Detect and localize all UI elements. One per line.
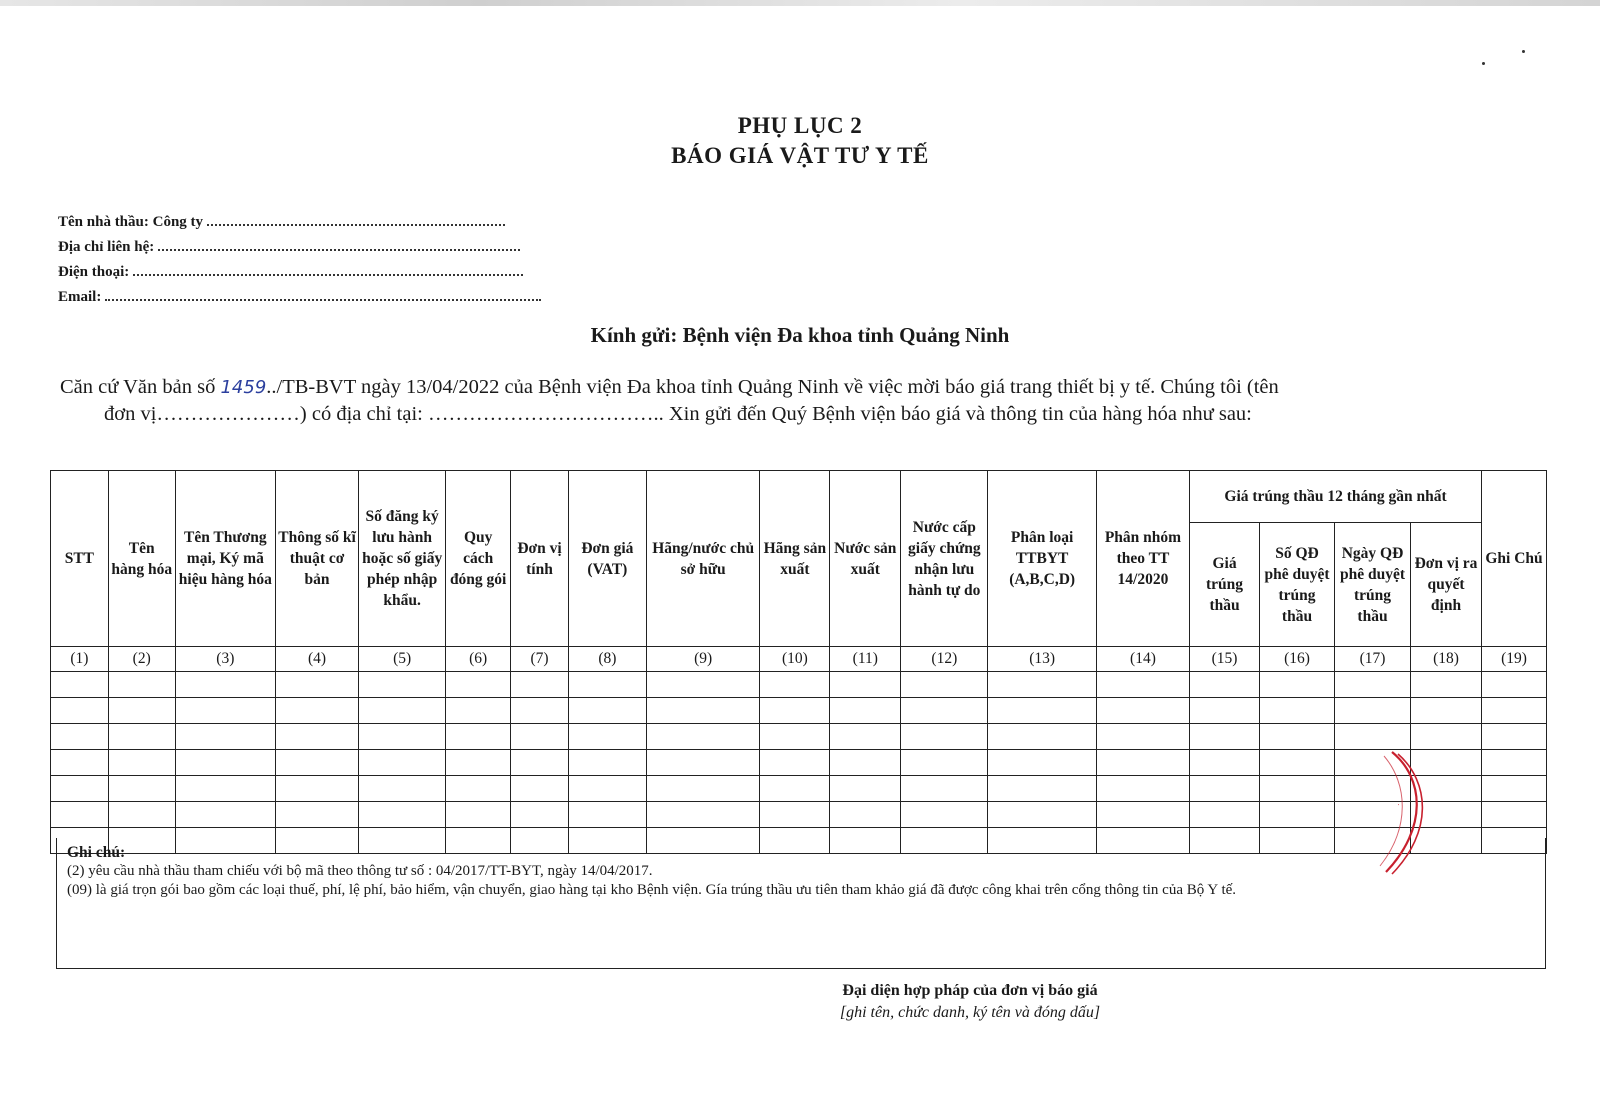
appendix-title: PHỤ LỤC 2 [737, 113, 863, 138]
table-cell [988, 698, 1096, 724]
table-row [51, 672, 1547, 698]
table-cell [51, 698, 109, 724]
table-cell [1481, 672, 1546, 698]
table-cell [511, 750, 569, 776]
table-cell [275, 672, 358, 698]
column-number: (17) [1335, 647, 1411, 672]
table-cell [1411, 724, 1482, 750]
table-cell [175, 776, 275, 802]
note-item: (2) yêu cầu nhà thầu tham chiếu với bộ mã theo thông tư số : 04/2017/TT-BYT, ngày 14/04/2017. [67, 863, 653, 879]
table-cell [275, 776, 358, 802]
table-cell [901, 672, 988, 698]
document-title: BÁO GIÁ VẬT TƯ Y TẾ [671, 143, 929, 168]
contractor-address-line [58, 235, 541, 260]
table-row [51, 750, 1547, 776]
col-header: Phân nhóm theo TT 14/2020 [1096, 471, 1189, 647]
table-cell [1096, 776, 1189, 802]
table-cell [646, 698, 760, 724]
contractor-address-label: Địa chỉ liên hệ: [58, 239, 155, 255]
table-cell [275, 698, 358, 724]
scan-speck [1482, 62, 1485, 65]
table-cell [646, 776, 760, 802]
table-cell [51, 750, 109, 776]
basis-prefix: Căn cứ Văn bản số [60, 376, 221, 398]
table-cell [1481, 776, 1546, 802]
address-blank [158, 237, 520, 251]
column-number: (10) [760, 647, 830, 672]
table-cell [646, 724, 760, 750]
table-cell [446, 750, 511, 776]
table-cell [1481, 724, 1546, 750]
contractor-phone-label: Điện thoại: [58, 264, 130, 280]
table-cell [446, 724, 511, 750]
column-number: (9) [646, 647, 760, 672]
column-number: (12) [901, 647, 988, 672]
table-cell [1260, 802, 1335, 828]
handwritten-doc-number: 1459 [220, 377, 267, 398]
table-cell [511, 776, 569, 802]
table-cell [1481, 750, 1546, 776]
table-cell [901, 802, 988, 828]
table-cell [1335, 698, 1411, 724]
table-cell [175, 672, 275, 698]
signature-block [780, 980, 1160, 1024]
table-cell [51, 672, 109, 698]
column-number: (5) [359, 647, 446, 672]
table-cell [901, 776, 988, 802]
column-number-row [51, 647, 1547, 672]
table-row [51, 698, 1547, 724]
table-cell [359, 750, 446, 776]
notes-box [56, 838, 1546, 969]
table-cell [988, 672, 1096, 698]
signer-hint: [ghi tên, chức danh, ký tên và đóng dấu] [839, 1004, 1101, 1021]
table-cell [359, 698, 446, 724]
col-header: Hãng/nước chủ sở hữu [646, 471, 760, 647]
table-cell [511, 698, 569, 724]
table-cell [1411, 698, 1482, 724]
table-cell [568, 802, 646, 828]
table-cell [760, 724, 830, 750]
table-cell [830, 724, 901, 750]
table-cell [568, 776, 646, 802]
signer-role: Đại diện hợp pháp của đơn vị báo giá [842, 982, 1098, 999]
table-cell [275, 802, 358, 828]
quotation-table [50, 470, 1547, 854]
svg-text:·: · [1394, 802, 1403, 807]
table-cell [108, 750, 175, 776]
table-cell [446, 698, 511, 724]
col-header: Tên Thương mại, Ký mã hiệu hàng hóa [175, 471, 275, 647]
col-header: STT [51, 471, 109, 647]
column-number: (14) [1096, 647, 1189, 672]
group-header-winning-price: Giá trúng thầu 12 tháng gần nhất [1190, 471, 1482, 523]
basis-line2: đơn vị…………………) có địa chỉ tại: …………………………….. Xin gửi đến Quý Bệnh viện báo giá và thông tin của hàng hóa như sau: [104, 403, 1252, 425]
table-cell [175, 698, 275, 724]
basis-line1: ../TB-BVT ngày 13/04/2022 của Bệnh viện Đa khoa tỉnh Quảng Ninh về việc mời báo giá trang thiết bị y tế. Chúng tôi (tên [266, 376, 1279, 398]
table-cell [568, 698, 646, 724]
table-cell [830, 672, 901, 698]
column-number: (2) [108, 647, 175, 672]
column-number: (16) [1260, 647, 1335, 672]
table-cell [446, 802, 511, 828]
table-cell [1335, 672, 1411, 698]
table-cell [760, 750, 830, 776]
recipient-line: Kính gửi: Bệnh viện Đa khoa tỉnh Quảng Ninh [590, 323, 1010, 347]
table-cell [988, 724, 1096, 750]
table-cell [646, 802, 760, 828]
email-blank [105, 287, 541, 301]
table-cell [988, 750, 1096, 776]
column-number: (4) [275, 647, 358, 672]
scan-edge [0, 0, 1600, 6]
table-cell [175, 802, 275, 828]
table-cell [275, 750, 358, 776]
table-cell [1260, 750, 1335, 776]
table-cell [175, 724, 275, 750]
table-cell [359, 672, 446, 698]
table-cell [511, 724, 569, 750]
table-cell [760, 802, 830, 828]
table-cell [1411, 672, 1482, 698]
table-cell [646, 672, 760, 698]
table-cell [446, 776, 511, 802]
table-cell [108, 776, 175, 802]
col-header: Thông số kĩ thuật cơ bản [275, 471, 358, 647]
col-header: Ngày QĐ phê duyệt trúng thầu [1335, 523, 1411, 647]
table-row [51, 724, 1547, 750]
table-cell [1190, 724, 1260, 750]
table-cell [1096, 750, 1189, 776]
contractor-name-line [58, 210, 541, 235]
table-cell [988, 802, 1096, 828]
table-cell [511, 802, 569, 828]
table-cell [568, 672, 646, 698]
contractor-info [58, 210, 541, 310]
scan-speck [1522, 50, 1525, 53]
column-number: (19) [1481, 647, 1546, 672]
column-number: (18) [1411, 647, 1482, 672]
table-cell [108, 672, 175, 698]
column-number: (7) [511, 647, 569, 672]
table-cell [1260, 776, 1335, 802]
table-cell [1260, 724, 1335, 750]
col-header: Đơn vị ra quyết định [1411, 523, 1482, 647]
table-cell [568, 724, 646, 750]
table-cell [1096, 698, 1189, 724]
column-number: (3) [175, 647, 275, 672]
table-cell [1260, 698, 1335, 724]
contractor-email-line [58, 285, 541, 310]
table-cell [51, 776, 109, 802]
stamp-seal [1378, 748, 1442, 878]
table-cell [1190, 698, 1260, 724]
column-number: (13) [988, 647, 1096, 672]
table-cell [1096, 724, 1189, 750]
table-cell [901, 724, 988, 750]
table-cell [1190, 802, 1260, 828]
table-cell [760, 698, 830, 724]
phone-blank [133, 262, 523, 276]
col-header: Phân loại TTBYT (A,B,C,D) [988, 471, 1096, 647]
table-cell [51, 802, 109, 828]
column-number: (6) [446, 647, 511, 672]
col-header: Đơn giá (VAT) [568, 471, 646, 647]
table-cell [1260, 672, 1335, 698]
col-header: Quy cách đóng gói [446, 471, 511, 647]
table-cell [1096, 802, 1189, 828]
col-header: Tên hàng hóa [108, 471, 175, 647]
table-cell [1190, 776, 1260, 802]
col-header: Số QĐ phê duyệt trúng thầu [1260, 523, 1335, 647]
basis-paragraph [60, 374, 1540, 428]
table-cell [568, 750, 646, 776]
table-row [51, 802, 1547, 828]
table-cell [901, 698, 988, 724]
table-cell [1190, 672, 1260, 698]
column-number: (15) [1190, 647, 1260, 672]
column-number: (8) [568, 647, 646, 672]
contractor-name-label: Tên nhà thầu: Công ty [58, 214, 204, 230]
table-cell [830, 802, 901, 828]
col-header: Đơn vị tính [511, 471, 569, 647]
table-cell [760, 776, 830, 802]
table-cell [901, 750, 988, 776]
col-header: Hãng sản xuất [760, 471, 830, 647]
table-cell [830, 750, 901, 776]
col-header: Giá trúng thầu [1190, 523, 1260, 647]
col-header: Nước cấp giấy chứng nhận lưu hành tự do [901, 471, 988, 647]
name-blank [207, 212, 505, 226]
table-cell [359, 802, 446, 828]
table-cell [830, 698, 901, 724]
table-cell [108, 698, 175, 724]
column-number: (11) [830, 647, 901, 672]
table-cell [1096, 672, 1189, 698]
note-item: (09) là giá trọn gói bao gồm các loại thuế, phí, lệ phí, bảo hiểm, vận chuyển, giao hàng tại kho Bệnh viện. Gía trúng thầu ưu tiên tham khảo giá đã được công khai trên cổng thông tin của Bộ Y tế. [67, 882, 1237, 898]
column-number: (1) [51, 647, 109, 672]
table-cell [1481, 698, 1546, 724]
notes-heading: Ghi chú: [67, 844, 126, 861]
contractor-phone-line [58, 260, 541, 285]
table-cell [51, 724, 109, 750]
table-cell [988, 776, 1096, 802]
table-cell [830, 776, 901, 802]
table-cell [175, 750, 275, 776]
table-cell [511, 672, 569, 698]
table-cell [1481, 802, 1546, 828]
contractor-email-label: Email: [58, 289, 102, 305]
table-cell [108, 724, 175, 750]
table-cell [359, 776, 446, 802]
table-cell [108, 802, 175, 828]
table-cell [275, 724, 358, 750]
col-header: Nước sản xuất [830, 471, 901, 647]
table-cell [760, 672, 830, 698]
col-header: Số đăng ký lưu hành hoặc số giấy phép nhập khẩu. [359, 471, 446, 647]
table-cell [646, 750, 760, 776]
col-header: Ghi Chú [1481, 471, 1546, 647]
table-cell [1335, 724, 1411, 750]
table-cell [1190, 750, 1260, 776]
table-row [51, 776, 1547, 802]
table-cell [359, 724, 446, 750]
table-cell [446, 672, 511, 698]
